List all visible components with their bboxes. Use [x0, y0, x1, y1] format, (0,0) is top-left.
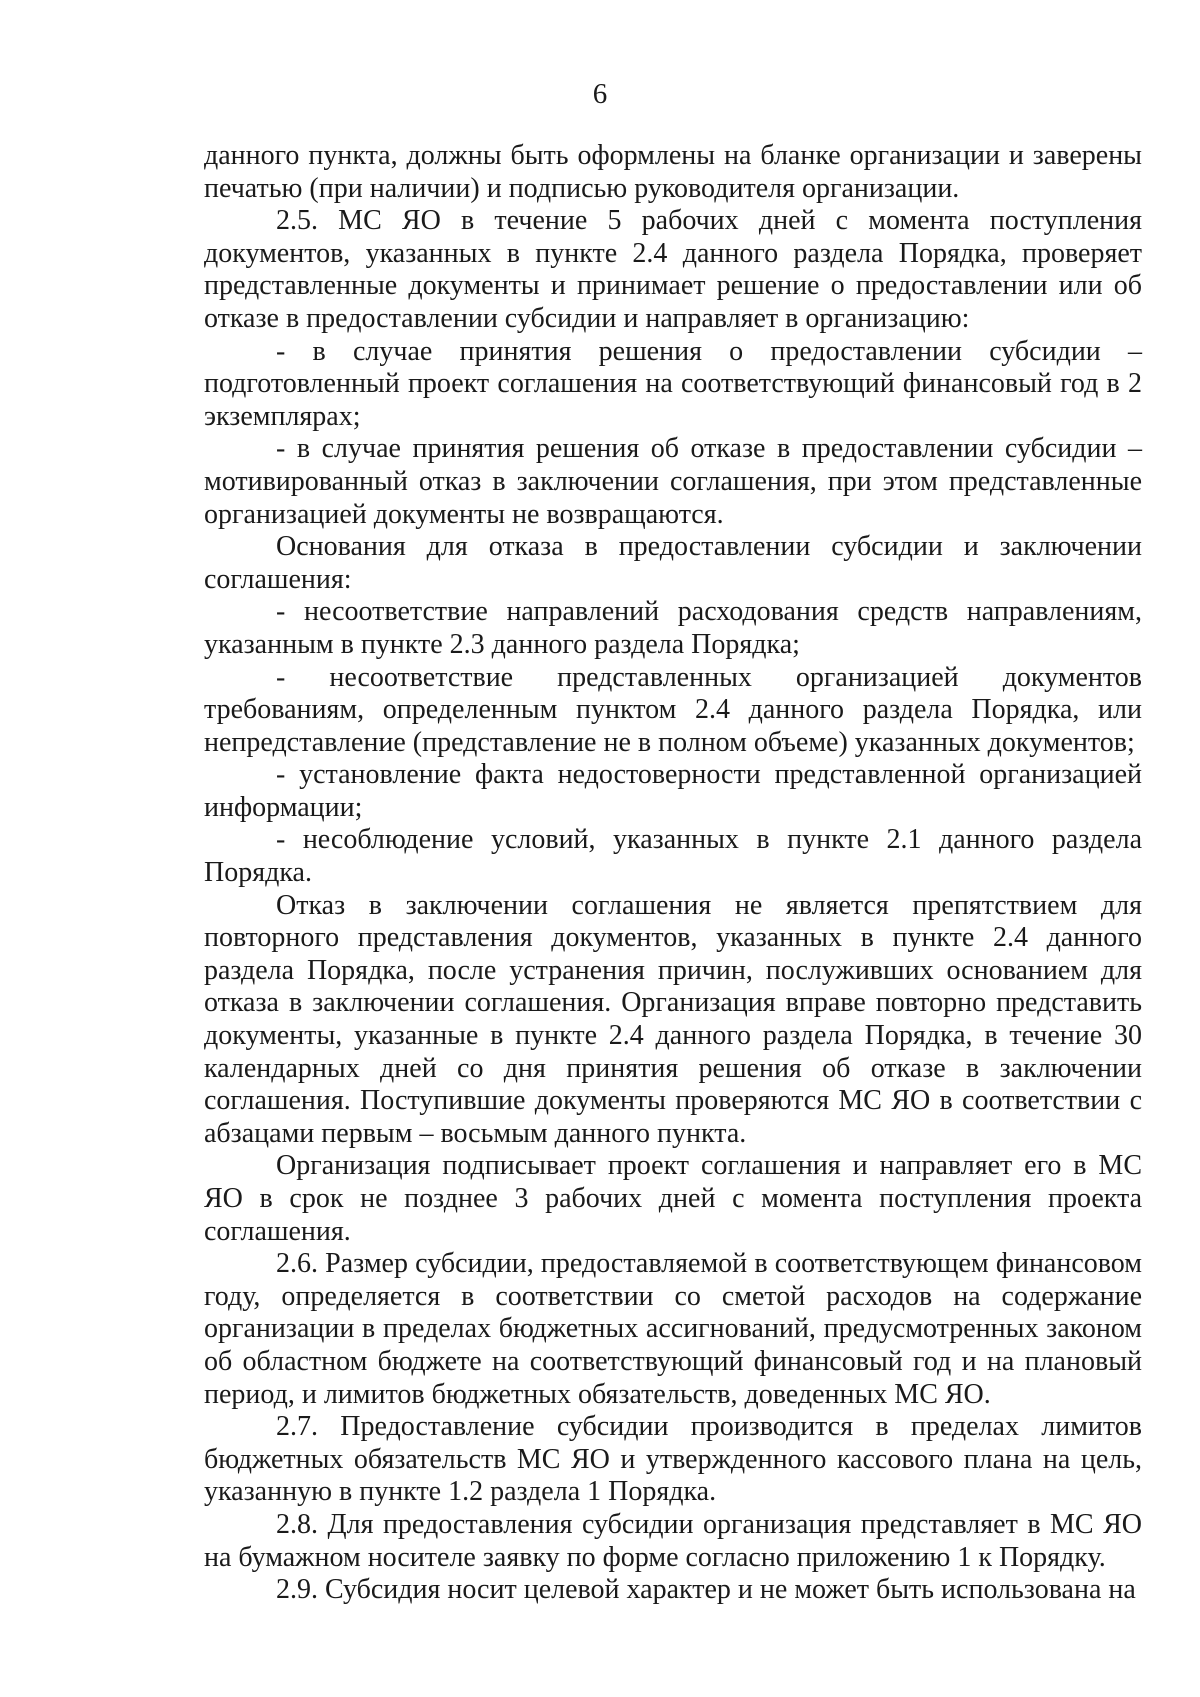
paragraph-ground-2: - несоответствие представленных организацией документов требованиям, определенным пунктом 2.4 данного раздела Порядка, или непредставление (представление не в полном объеме) указанных документов; [204, 661, 1142, 758]
paragraph-2-6: 2.6. Размер субсидии, предоставляемой в соответствующем финансовом году, определяется в соответствии со сметой расходов на содержание организации в пределах бюджетных ассигнований, предусмотренных законом об областном бюджете на соответствующий финансовый год и на плановый период, и лимитов бюджетных обязательств, доведенных МС ЯО. [204, 1248, 1142, 1410]
paragraph-refusal-grounds: Основания для отказа в предоставлении субсидии и заключении соглашения: [204, 531, 1142, 595]
paragraph-continuation: данного пункта, должны быть оформлены на бланке организации и заверены печатью (при наличии) и подписью руководителя организации. [204, 140, 1142, 204]
paragraph-2-5: 2.5. МС ЯО в течение 5 рабочих дней с момента поступления документов, указанных в пункте 2.4 данного раздела Порядка, проверяет представленные документы и принимает решение о предоставлении или об отказе в предоставлении субсидии и направляет в организацию: [204, 205, 1142, 334]
document-body [204, 140, 1142, 1607]
paragraph-signing: Организация подписывает проект соглашения и направляет его в МС ЯО в срок не позднее 3 рабочих дней с момента поступления проекта соглашения. [204, 1150, 1142, 1247]
paragraph-bullet-refusal: - в случае принятия решения об отказе в предоставлении субсидии – мотивированный отказ в заключении соглашения, при этом представленные организацией документы не возвращаются. [204, 433, 1142, 530]
page-number: 6 [592, 78, 608, 110]
paragraph-2-8: 2.8. Для предоставления субсидии организация представляет в МС ЯО на бумажном носителе заявку по форме согласно приложению 1 к Порядку. [204, 1508, 1142, 1573]
paragraph-bullet-approval: - в случае принятия решения о предоставлении субсидии – подготовленный проект соглашения на соответствующий финансовый год в 2 экземплярах; [204, 335, 1142, 432]
paragraph-ground-3: - установление факта недостоверности представленной организацией информации; [204, 759, 1142, 823]
paragraph-2-9: 2.9. Субсидия носит целевой характер и не может быть использована на [276, 1574, 1136, 1606]
paragraph-2-7: 2.7. Предоставление субсидии производится в пределах лимитов бюджетных обязательств МС ЯО и утвержденного кассового плана на цель, указанную в пункте 1.2 раздела 1 Порядка. [204, 1411, 1142, 1508]
paragraph-ground-1: - несоответствие направлений расходования средств направлениям, указанным в пункте 2.3 данного раздела Порядка; [204, 596, 1142, 660]
paragraph-ground-4: - несоблюдение условий, указанных в пункте 2.1 данного раздела Порядка. [204, 824, 1142, 889]
paragraph-resubmission: Отказ в заключении соглашения не является препятствием для повторного представления документов, указанных в пункте 2.4 данного раздела Порядка, после устранения причин, послуживших основанием для отказа в заключении соглашения. Организация вправе повторно представить документы, указанные в пункте 2.4 данного раздела Порядка, в течение 30 календарных дней со дня принятия решения об отказе в заключении соглашения. Поступившие документы проверяются МС ЯО в соответствии с абзацами первым – восьмым данного пункта. [204, 889, 1142, 1149]
